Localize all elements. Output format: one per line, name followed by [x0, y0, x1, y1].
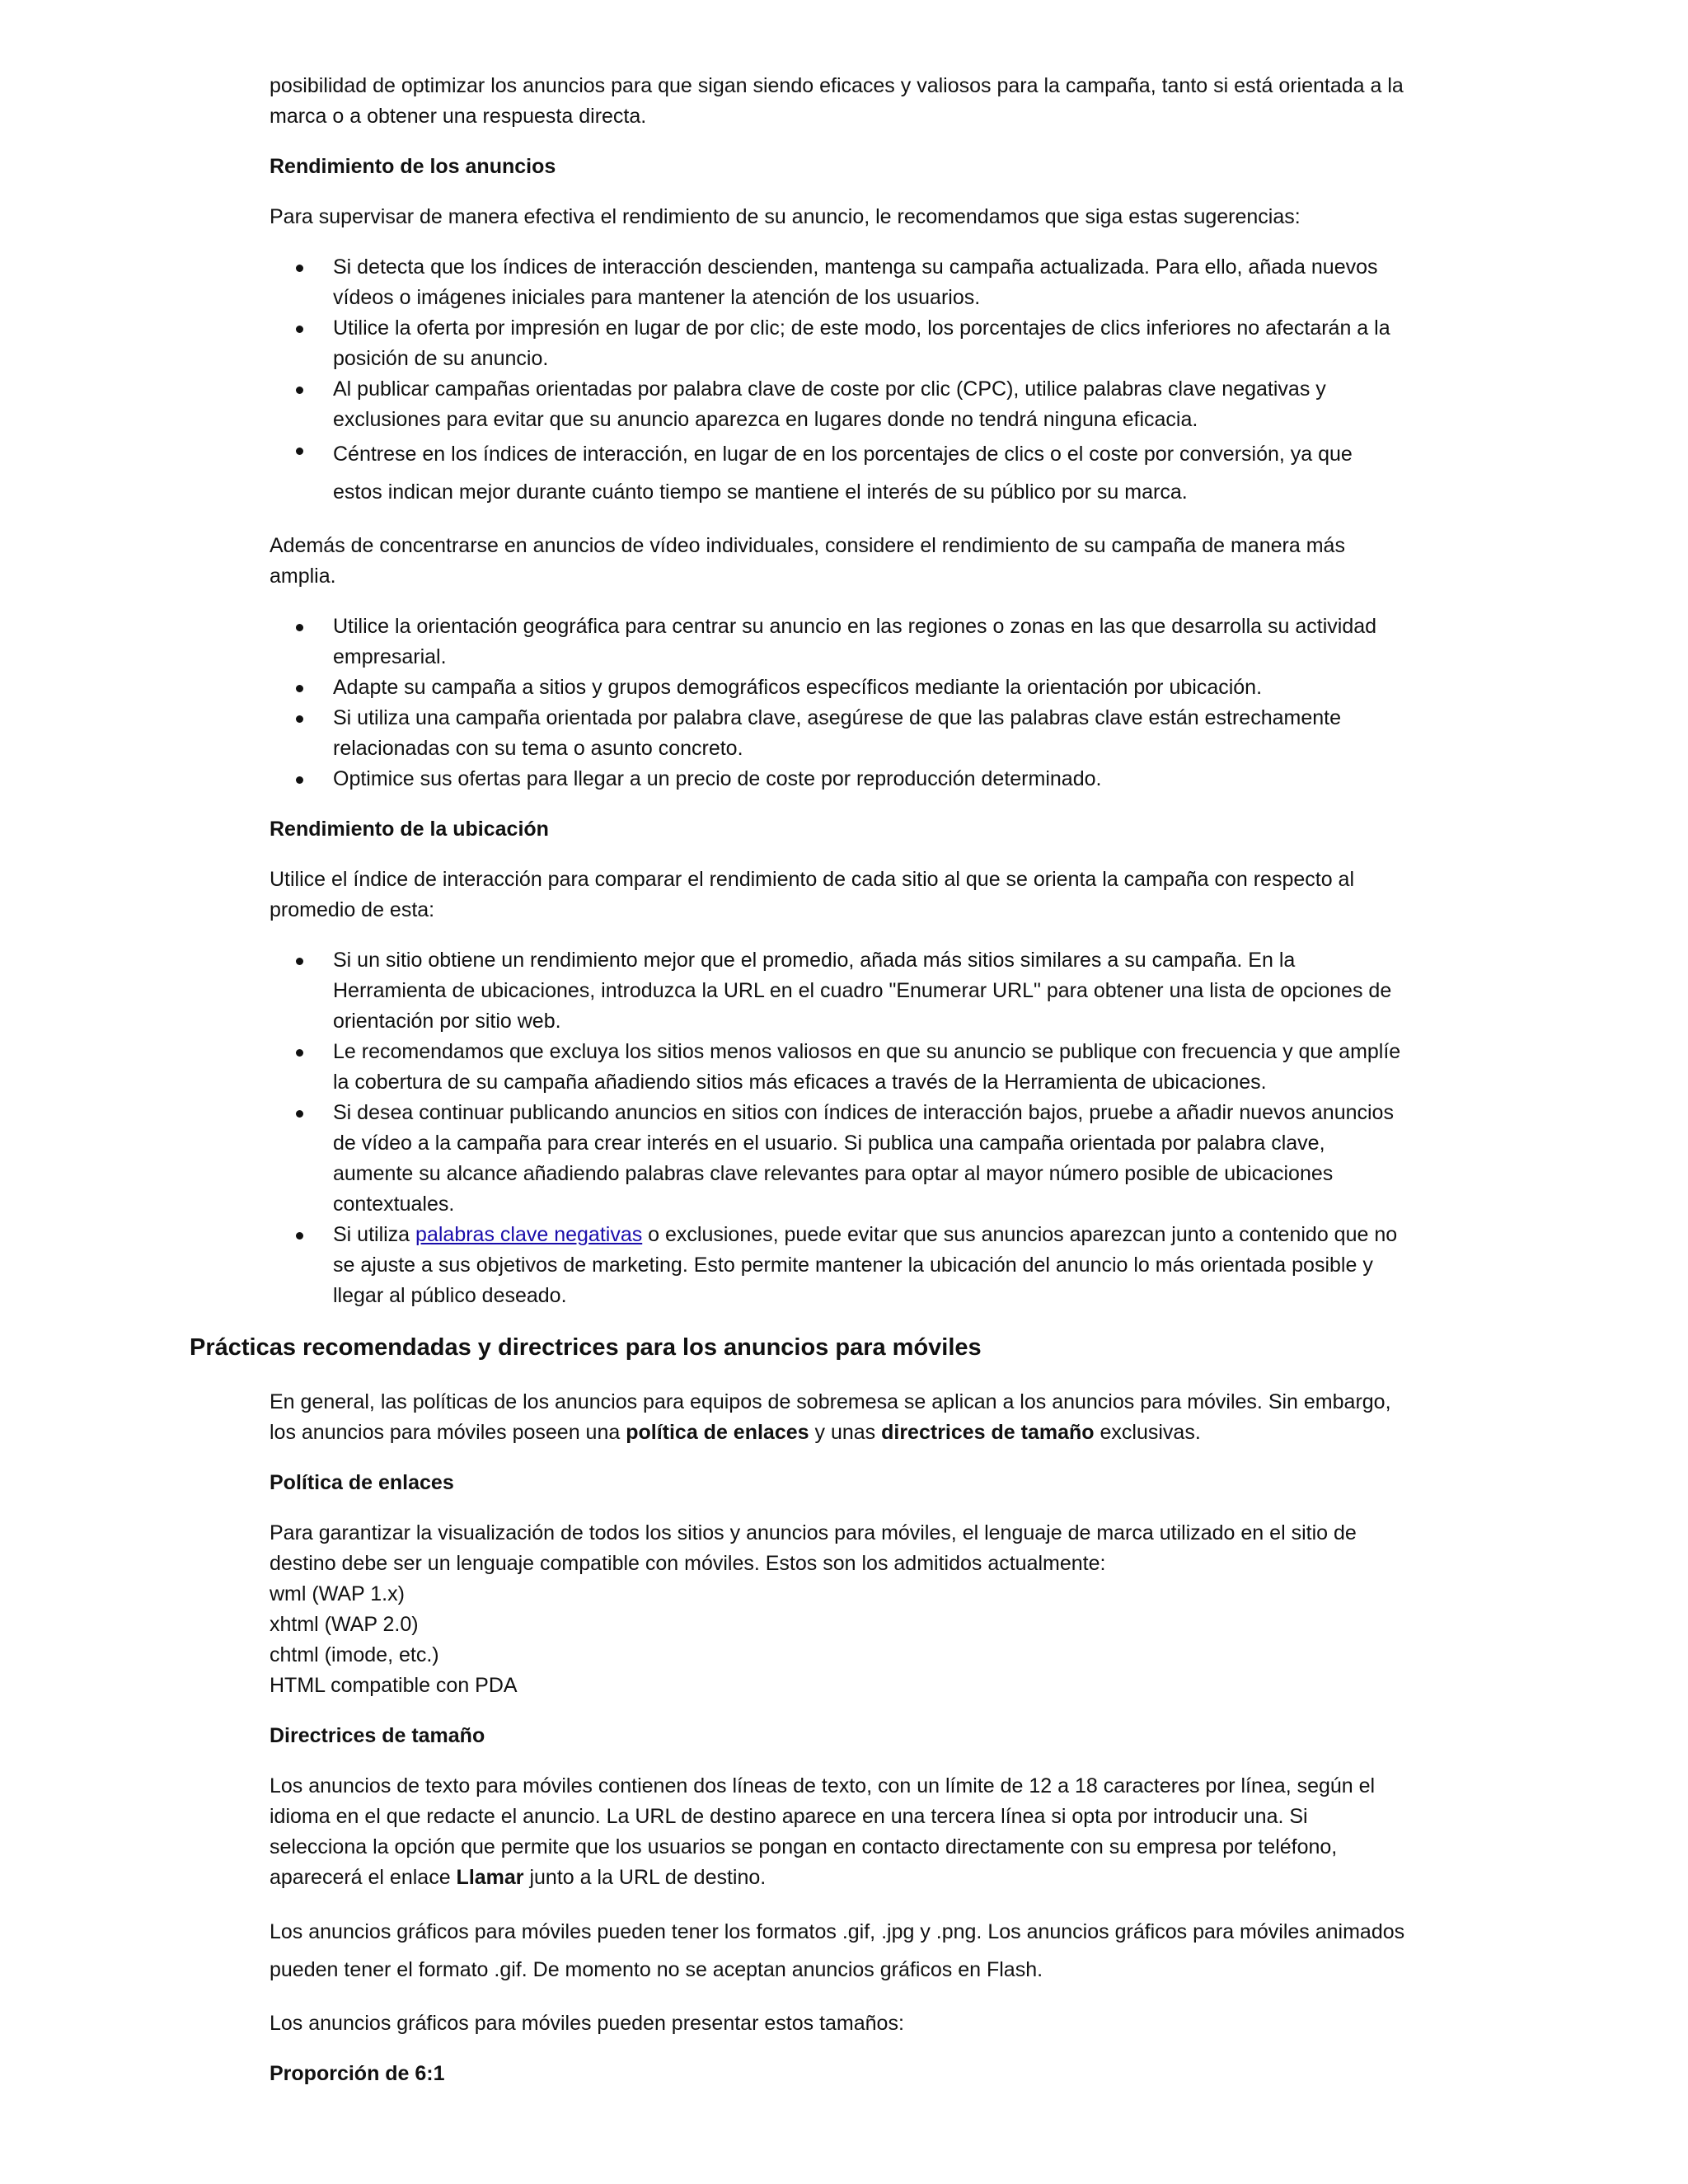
list-item: Si utiliza una campaña orientada por palabra clave, asegúrese de que las palabras clave están estrechamente relacionadas con su tema o asunto concreto. — [333, 703, 1407, 764]
mobile-intro-text: En general, las políticas de los anuncios para equipos de sobremesa se aplican a los anuncios para móviles. Sin embargo, los anuncios para móviles poseen una — [270, 1390, 1391, 1444]
size-guidelines-term: directrices de tamaño — [881, 1421, 1095, 1444]
size-guidelines-heading: Directrices de tamaño — [270, 1724, 485, 1747]
sizes-intro: Los anuncios gráficos para móviles pueden presentar estos tamaños: — [270, 2012, 904, 2035]
list-item: Al publicar campañas orientadas por palabra clave de coste por clic (CPC), utilice palabras clave negativas y exclusiones para evitar que su anuncio aparezca en lugares donde no tendrá ninguna eficacia. — [333, 374, 1407, 435]
placement-performance-intro: Utilice el índice de interacción para comparar el rendimiento de cada sitio al que se orienta la campaña con respecto al promedio de esta: — [270, 868, 1355, 921]
image-formats-paragraph: Los anuncios gráficos para móviles pueden tener los formatos .gif, .jpg y .png. Los anuncios gráficos para móviles animados pueden tener el formato .gif. De momento no se aceptan anuncios gráficos en Flash. — [270, 1920, 1405, 1981]
format-item: chtml (imode, etc.) — [270, 1643, 439, 1666]
mobile-intro-text: exclusivas. — [1094, 1421, 1201, 1444]
call-link-term: Llamar — [456, 1866, 524, 1889]
campaign-tips-list — [270, 612, 1407, 794]
link-policy-block — [270, 1518, 1407, 1701]
mobile-intro — [270, 1387, 1407, 1448]
placement-performance-heading: Rendimiento de la ubicación — [270, 818, 549, 841]
list-item: Si un sitio obtiene un rendimiento mejor que el promedio, añada más sitios similares a su campaña. En la Herramienta de ubicaciones, introduzca la URL en el cuadro "Enumerar URL" para obtener una lista de opciones de orientación por sitio web. — [333, 945, 1407, 1037]
list-item: Utilice la oferta por impresión en lugar de por clic; de este modo, los porcentajes de clics inferiores no afectarán a la posición de su anuncio. — [333, 313, 1407, 374]
ad-performance-heading: Rendimiento de los anuncios — [270, 155, 556, 178]
ad-performance-intro: Para supervisar de manera efectiva el rendimiento de su anuncio, le recomendamos que siga estas sugerencias: — [270, 205, 1301, 228]
link-policy-heading: Política de enlaces — [270, 1471, 454, 1494]
mobile-intro-text: y unas — [809, 1421, 882, 1444]
document-body — [190, 71, 1407, 2109]
list-item: Optimice sus ofertas para llegar a un precio de coste por reproducción determinado. — [333, 764, 1407, 794]
negative-keywords-link[interactable]: palabras clave negativas — [415, 1223, 643, 1246]
list-item — [333, 1220, 1407, 1311]
list-item: Si desea continuar publicando anuncios en sitios con índices de interacción bajos, pruebe a añadir nuevos anuncios de vídeo a la campaña para crear interés en el usuario. Si publica una campaña orientada por palabra clave, aumente su alcance añadiendo palabras clave relevantes para optar al mayor número posible de ubicaciones contextuales. — [333, 1098, 1407, 1220]
list-item: Le recomendamos que excluya los sitios menos valiosos en que su anuncio se publique con frecuencia y que amplíe la cobertura de su campaña añadiendo sitios más eficaces a través de la Herramienta de ubicaciones. — [333, 1037, 1407, 1098]
ad-performance-tips-list — [270, 252, 1407, 511]
text-ads-text: Los anuncios de texto para móviles contienen dos líneas de texto, con un límite de 12 a 18 caracteres por línea, según el idioma en el que redacte el anuncio. La URL de destino aparece en una tercera línea si opta por introducir una. Si selecciona la opción que permite que los usuarios se pongan en contacto directamente con su empresa por teléfono, aparecerá el enlace — [270, 1774, 1376, 1889]
mobile-section-heading: Prácticas recomendadas y directrices para los anuncios para móviles — [190, 1334, 982, 1361]
list-item: Si detecta que los índices de interacción descienden, mantenga su campaña actualizada. Para ello, añada nuevos vídeos o imágenes iniciales para mantener la atención de los usuarios. — [333, 252, 1407, 313]
link-policy-text: Para garantizar la visualización de todos los sitios y anuncios para móviles, el lenguaje de marca utilizado en el sitio de destino debe ser un lenguaje compatible con móviles. Estos son los admitidos actualmente: — [270, 1521, 1357, 1575]
format-item: HTML compatible con PDA — [270, 1674, 518, 1697]
tip-text-after: o exclusiones, puede evitar que sus anuncios aparezcan junto a contenido que no se ajuste a sus objetivos de marketing. Esto permite mantener la ubicación del anuncio lo más orientada posible y llegar al público deseado. — [333, 1223, 1398, 1307]
ratio-heading: Proporción de 6:1 — [270, 2062, 445, 2085]
placement-tips-list — [270, 945, 1407, 1311]
text-ads-paragraph — [270, 1771, 1407, 1893]
campaign-intro: Además de concentrarse en anuncios de vídeo individuales, considere el rendimiento de su campaña de manera más amplia. — [270, 534, 1345, 588]
list-item: Céntrese en los índices de interacción, en lugar de en los porcentajes de clics o el coste por conversión, ya que estos indican mejor durante cuánto tiempo se mantiene el interés de su público por su marca. — [333, 435, 1407, 511]
text-ads-text: junto a la URL de destino. — [523, 1866, 767, 1889]
tip-text-before: Si utiliza — [333, 1223, 416, 1246]
intro-continuation: posibilidad de optimizar los anuncios para que sigan siendo eficaces y valiosos para la campaña, tanto si está orientada a la marca o a obtener una respuesta directa. — [270, 74, 1404, 128]
list-item: Adapte su campaña a sitios y grupos demográficos específicos mediante la orientación por ubicación. — [333, 673, 1407, 703]
list-item: Utilice la orientación geográfica para centrar su anuncio en las regiones o zonas en las que desarrolla su actividad empresarial. — [333, 612, 1407, 673]
format-item: wml (WAP 1.x) — [270, 1582, 405, 1605]
link-policy-term: política de enlaces — [626, 1421, 809, 1444]
format-item: xhtml (WAP 2.0) — [270, 1613, 419, 1636]
